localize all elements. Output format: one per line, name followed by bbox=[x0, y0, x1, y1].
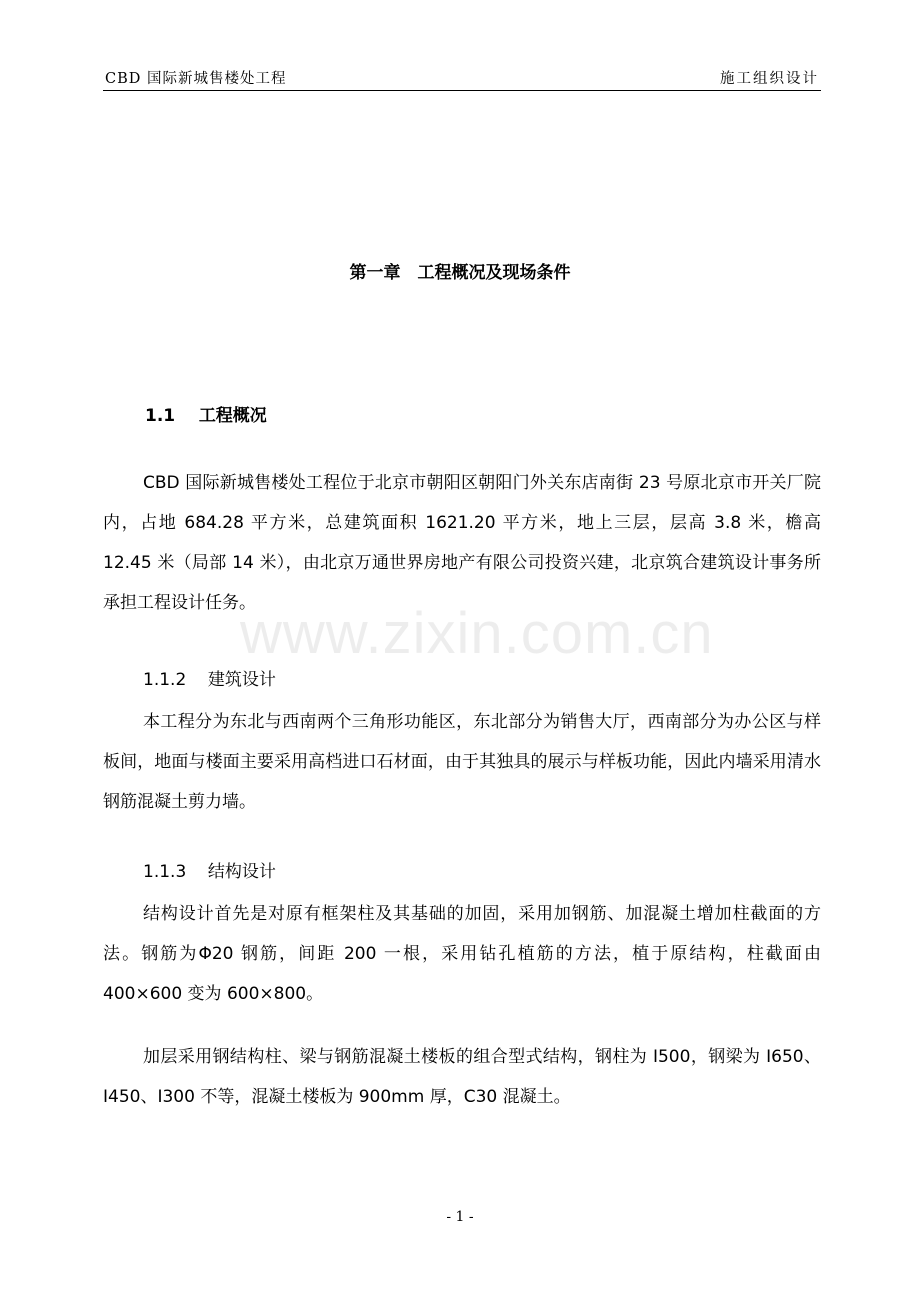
paragraph-project-overview: CBD 国际新城售楼处工程位于北京市朝阳区朝阳门外关东店南街 23 号原北京市开关厂院内，占地 684.28 平方米，总建筑面积 1621.20 平方米，地上三层，层高 3.8 米，檐高 12.45 米（局部 14 米），由北京万通世界房地产有限公司投资兴建，北京筑合建筑设计事务所承担工程设计任务。 bbox=[103, 473, 821, 613]
header-document-type: 施工组织设计 bbox=[720, 71, 819, 87]
header-project-name: CBD 国际新城售楼处工程 bbox=[105, 71, 287, 87]
section-title-text: 建筑设计 bbox=[207, 670, 276, 690]
watermark: www.zixin.com.cn bbox=[240, 601, 714, 666]
section-title-text: 工程概况 bbox=[198, 406, 267, 426]
section-title-text: 结构设计 bbox=[207, 862, 276, 882]
page-number: - 1 - bbox=[446, 1209, 474, 1225]
section-heading-1-1-3 bbox=[143, 857, 276, 882]
section-heading-1-1-2 bbox=[143, 665, 276, 690]
section-heading-1-1 bbox=[145, 401, 267, 426]
section-number: 1.1.3 bbox=[143, 862, 187, 882]
paragraph-structure-design-1: 结构设计首先是对原有框架柱及其基础的加固，采用加钢筋、加混凝土增加柱截面的方法。钢筋为Φ20 钢筋，间距 200 一根，采用钻孔植筋的方法，植于原结构，柱截面由 400×600 变为 600×800。 bbox=[103, 904, 821, 1004]
paragraph-structure-design-2: 加层采用钢结构柱、梁与钢筋混凝土楼板的组合型式结构，钢柱为 I500，钢梁为 I650、I450、I300 不等，混凝土楼板为 900mm 厚，C30 混凝土。 bbox=[103, 1047, 821, 1107]
section-number: 1.1 bbox=[145, 406, 176, 426]
paragraph-architecture-design: 本工程分为东北与西南两个三角形功能区，东北部分为销售大厅，西南部分为办公区与样板间，地面与楼面主要采用高档进口石材面，由于其独具的展示与样板功能，因此内墙采用清水钢筋混凝土剪力墙。 bbox=[103, 712, 821, 812]
page-header bbox=[103, 64, 821, 91]
chapter-title: 第一章 工程概况及现场条件 bbox=[349, 263, 571, 283]
section-number: 1.1.2 bbox=[143, 670, 187, 690]
